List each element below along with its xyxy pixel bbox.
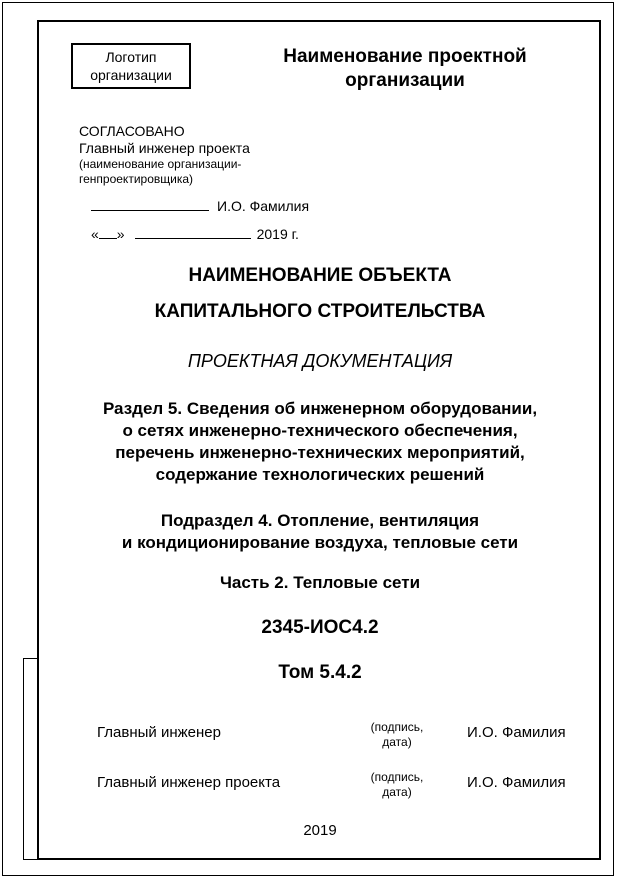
document-year: 2019 — [303, 822, 337, 839]
approval-note-2: генпроектировщика) — [79, 172, 193, 186]
approval-role: Главный инженер проекта — [79, 140, 250, 156]
quote-open: « — [91, 226, 99, 242]
volume-number: Том 5.4.2 — [278, 662, 362, 683]
part-title: Часть 2. Тепловые сети — [219, 573, 421, 592]
logo-placeholder — [71, 43, 191, 89]
object-title — [38, 258, 602, 330]
logo-line-2: организации — [90, 67, 172, 83]
signature-hint — [367, 770, 427, 800]
quote-close: » — [116, 226, 125, 242]
signature-hint — [367, 720, 427, 750]
approval-block — [79, 123, 250, 187]
section-title — [38, 398, 602, 486]
organization-name — [255, 45, 555, 93]
section-line-1: Раздел 5. Сведения об инженерном оборудовании, — [102, 399, 538, 418]
approval-year: 2019 г. — [256, 226, 299, 242]
section-line-3: перечень инженерно-технических мероприятий, — [115, 443, 525, 462]
signature-hint-line-1: (подпись, — [370, 770, 424, 784]
signature-hint-line-2: дата) — [382, 735, 412, 749]
subsection-line-2: и кондиционирование воздуха, тепловые сети — [121, 533, 519, 552]
binding-margin — [23, 658, 39, 860]
signature-name: И.О. Фамилия — [467, 774, 566, 791]
subsection-line-1: Подраздел 4. Отопление, вентиляция — [160, 511, 480, 530]
approval-heading: СОГЛАСОВАНО — [79, 123, 185, 139]
signature-role: Главный инженер проекта — [97, 774, 281, 791]
object-title-line-1: НАИМЕНОВАНИЕ ОБЪЕКТА — [188, 265, 452, 286]
logo-line-1: Логотип — [105, 49, 157, 65]
signature-hint-line-2: дата) — [382, 785, 412, 799]
signature-name: И.О. Фамилия — [467, 724, 566, 741]
day-blank — [99, 226, 117, 239]
signature-role: Главный инженер — [97, 724, 221, 741]
document-code: 2345-ИОС4.2 — [261, 617, 379, 638]
signature-blank — [91, 196, 209, 211]
section-line-2: о сетях инженерно-технического обеспечения, — [122, 421, 518, 440]
section-line-4: содержание технологических решений — [155, 465, 485, 484]
approval-date-line — [91, 226, 299, 242]
organization-line-1: Наименование проектной — [283, 46, 527, 67]
object-title-line-2: КАПИТАЛЬНОГО СТРОИТЕЛЬСТВА — [154, 301, 486, 322]
month-blank — [135, 226, 251, 239]
approval-note-1: (наименование организации- — [79, 157, 242, 171]
subsection-title — [38, 510, 602, 554]
document-type: ПРОЕКТНАЯ ДОКУМЕНТАЦИЯ — [187, 351, 453, 371]
organization-line-2: организации — [345, 70, 465, 91]
approval-signature-line — [91, 196, 309, 214]
approval-name: И.О. Фамилия — [217, 198, 310, 214]
signature-hint-line-1: (подпись, — [370, 720, 424, 734]
